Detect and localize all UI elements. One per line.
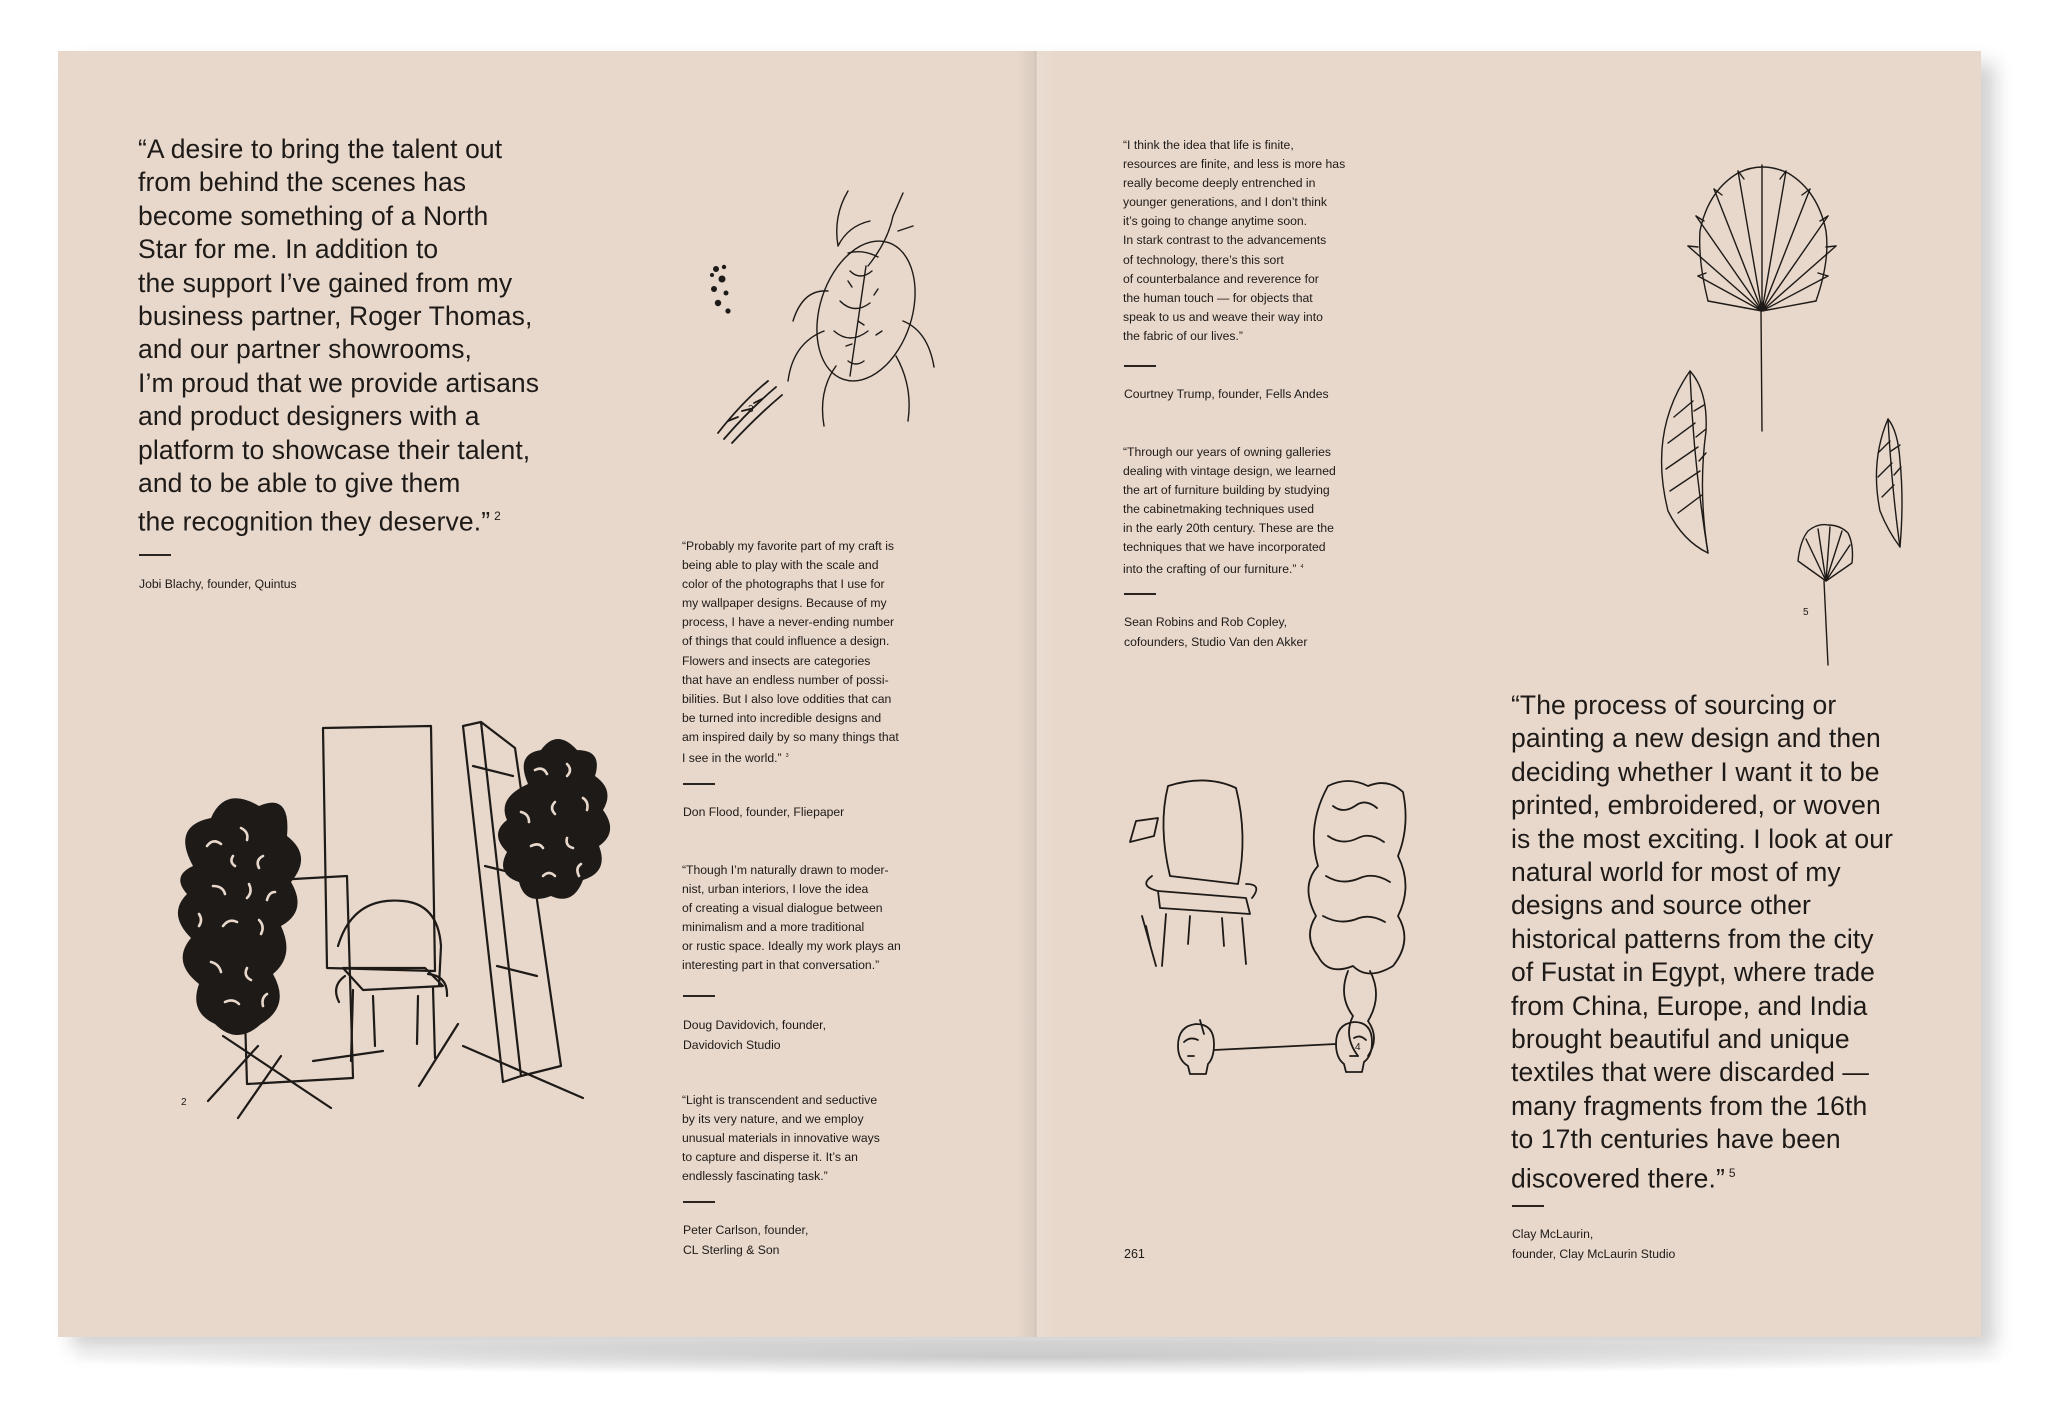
book-spread — [58, 51, 1981, 1337]
page-shadow — [76, 1340, 2001, 1374]
figure-number-3: 3 — [748, 404, 754, 415]
attribution-mclaurin: Clay McLaurin, founder, Clay McLaurin Studio — [1512, 1227, 1676, 1261]
illustration-palm-leaves — [1638, 161, 1938, 661]
page-number: 261 — [1124, 1247, 1145, 1261]
divider-rule — [139, 554, 171, 556]
quote-mclaurin: “The process of sourcing or painting a new design and then deciding whether I want it to be printed, embroidered, or woven is the most exciting. I look at our natural world for most of my designs and source other historical patterns from the city of Fustat in Egypt, where trade from China, Europe, and India brought beautiful and unique textiles that were discarded — many fragments from the 16th to 17th centuries have been discovered there.” $^5$ — [1511, 690, 1894, 1194]
divider-rule — [1512, 1205, 1544, 1207]
divider-rule — [1124, 593, 1156, 595]
footnote-marker: 2 — [494, 509, 501, 524]
attribution-carlson: Peter Carlson, founder, CL Sterling & Son — [683, 1223, 809, 1257]
divider-rule — [1124, 365, 1156, 367]
quote-trump: “I think the idea that life is finite, resources are finite, and less is more has really become deeply entrenched in younger generations, and I don’t think it’s going to change anytime soon. In stark contrast to the advancements of technology, there’s this sort of counterbalance and reverence for the human touch — for objects that speak to us and weave their way into the fabric of our lives.” — [1123, 138, 1346, 343]
divider-rule — [683, 1201, 715, 1203]
footnote-marker: 5 — [1728, 1165, 1736, 1180]
figure-number-4: 4 — [1355, 1042, 1361, 1053]
quote-blachy: “A desire to bring the talent out from behind the scenes has become something of a North Star for me. In addition to the support I’ve gained from my business partner, Roger Thomas, and our partner showrooms, I’m proud that we provide artisans and product designers with a platform to showcase their talent, and to be able to give them the recognition they deserve.” $^2$ — [138, 134, 540, 538]
figure-number-2: 2 — [181, 1097, 187, 1108]
quote-flood: “Probably my favorite part of my craft is being able to play with the scale and color of the photographs that I use for my wallpaper designs. Because of my process, I have a never-ending number of things that could influence a design. Flowers and insects are categories that have an endless number of possi- bilities. But I also love oddities that can be turned into incredible designs and am inspired daily by so many things that I see in the world.” $^3$ — [682, 539, 899, 765]
attribution-trump: Courtney Trump, founder, Fells Andes — [1124, 387, 1329, 401]
attribution-robins: Sean Robins and Rob Copley, cofounders, Studio Van den Akker — [1124, 615, 1308, 649]
divider-rule — [683, 783, 715, 785]
attribution-davidovich: Doug Davidovich, founder, Davidovich Studio — [683, 1018, 826, 1052]
illustration-chair-mirrors — [163, 706, 623, 1126]
illustration-chairs-heads — [1118, 766, 1478, 1106]
quote-robins: “Through our years of owning galleries dealing with vintage design, we learned the art of furniture building by studying the cabinetmaking techniques used in the early 20th century. These are the techniques that we have incorporated into the crafting of our furniture.” $^4$ — [1123, 445, 1336, 576]
quote-carlson: “Light is transcendent and seductive by its very nature, and we employ unusual materials in innovative ways to capture and disperse it. It’s an endlessly fascinating task.” — [682, 1093, 880, 1184]
divider-rule — [683, 995, 715, 997]
footnote-marker: 4 — [1300, 563, 1304, 570]
book-gutter — [1016, 51, 1056, 1337]
figure-number-5: 5 — [1803, 607, 1809, 618]
attribution-flood: Don Flood, founder, Fliepaper — [683, 805, 845, 819]
illustration-beetle — [698, 171, 978, 471]
attribution-blachy: Jobi Blachy, founder, Quintus — [139, 577, 297, 591]
quote-davidovich: “Though I’m naturally drawn to moder- nist, urban interiors, I love the idea of creating a visual dialogue between minimalism and a more traditional or rustic space. Ideally my work plays an interesting part in that conversation.” — [682, 863, 901, 973]
footnote-marker: 3 — [785, 753, 789, 760]
